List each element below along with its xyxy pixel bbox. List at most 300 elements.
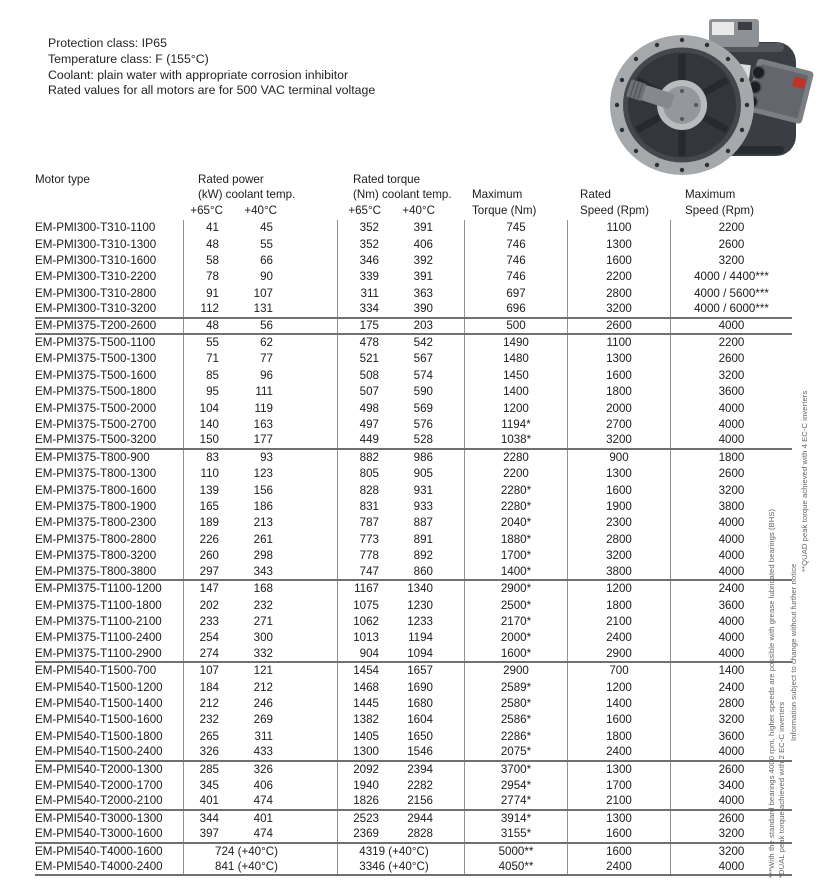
info-block <box>48 36 375 99</box>
power-spacer <box>283 548 337 564</box>
power-65-cell: 274 <box>183 647 233 661</box>
max-speed-cell: 2600 <box>670 811 792 827</box>
power-40-cell: 332 <box>253 646 273 660</box>
rated-speed-cell: 2700 <box>567 417 670 433</box>
torque-65-cell: 449 <box>337 433 389 447</box>
torque-spacer <box>441 565 464 579</box>
torque-spacer <box>441 778 464 794</box>
table-row <box>35 827 792 843</box>
torque-spacer <box>441 253 464 269</box>
torque-40-cell: 1094 <box>407 646 433 660</box>
motor-type-cell: EM-PMI540-T2000-1300 <box>35 762 163 776</box>
torque-65-cell: 1445 <box>337 696 389 712</box>
max-speed-cell: 4000 / 6000*** <box>670 302 792 316</box>
max-torque-cell: 1038* <box>464 433 567 447</box>
max-speed-cell: 4000 <box>670 532 792 548</box>
motor-type-cell: EM-PMI375-T800-1300 <box>35 467 157 481</box>
torque-40-cell: 363 <box>413 286 433 300</box>
torque-40-cell: 860 <box>413 564 433 578</box>
max-torque-cell: 1200 <box>464 401 567 417</box>
torque-65-cell: 2369 <box>337 827 389 841</box>
max-speed-header-line1: Maximum <box>685 188 736 202</box>
table-row <box>35 401 792 417</box>
torque-65-cell: 778 <box>337 548 389 564</box>
table-row <box>35 598 792 614</box>
motor-type-cell: EM-PMI375-T1100-2900 <box>35 646 162 660</box>
torque-spacer <box>441 598 464 614</box>
max-torque-cell: 696 <box>464 302 567 316</box>
max-torque-cell: 2586* <box>464 712 567 728</box>
power-spacer <box>283 827 337 841</box>
power-spacer <box>283 630 337 646</box>
motor-type-cell: EM-PMI300-T310-1600 <box>35 253 157 267</box>
rated-speed-cell: 2100 <box>567 794 670 808</box>
power-65-cell: 265 <box>183 729 233 745</box>
power-65-cell: 85 <box>183 368 233 384</box>
torque-40-cell: 406 <box>413 237 433 251</box>
torque-spacer <box>441 499 464 515</box>
table-row <box>35 433 792 449</box>
torque-40-cell: 390 <box>413 302 433 316</box>
max-torque-cell: 1450 <box>464 368 567 384</box>
torque-40-cell: 590 <box>413 385 433 399</box>
torque-spacer <box>441 401 464 417</box>
torque-65-cell: 1075 <box>337 598 389 614</box>
power-40-cell: 93 <box>260 450 273 464</box>
power-40-cell: 311 <box>254 729 273 743</box>
table-row <box>35 614 792 630</box>
motor-type-cell: EM-PMI375-T800-900 <box>35 450 150 464</box>
power-65-cell: 233 <box>183 614 233 630</box>
max-torque-cell: 746 <box>464 253 567 269</box>
table-row <box>35 729 792 745</box>
max-torque-cell: 3914* <box>464 811 567 827</box>
table-row <box>35 483 792 499</box>
torque-spacer <box>441 680 464 696</box>
rated-speed-cell: 1200 <box>567 581 670 597</box>
power-spacer <box>283 269 337 285</box>
power-spacer <box>283 499 337 515</box>
torque-spacer <box>441 827 464 841</box>
rated-speed-cell: 3800 <box>567 565 670 579</box>
rated-speed-cell: 700 <box>567 663 670 679</box>
torque-40-cell: 569 <box>413 401 433 415</box>
power-40-cell: 232 <box>253 598 273 612</box>
max-torque-cell: 2075* <box>464 745 567 759</box>
torque-65-cell: 339 <box>337 269 389 285</box>
max-torque-cell: 4050** <box>464 860 567 874</box>
max-torque-cell: 2200 <box>464 466 567 482</box>
power-65-cell: 401 <box>183 794 233 808</box>
torque-65-cell: 1013 <box>337 630 389 646</box>
power-65-cell: 41 <box>183 220 233 236</box>
power-65-cell: 91 <box>183 286 233 302</box>
rated-speed-cell: 1300 <box>567 351 670 367</box>
rated-speed-cell: 2400 <box>567 745 670 759</box>
power-40-cell: 107 <box>253 286 273 300</box>
table-row <box>35 417 792 433</box>
max-speed-cell: 3600 <box>670 729 792 745</box>
footnote-subject-to-change: Information subject to change without further notice <box>789 563 798 741</box>
power-spacer <box>283 663 337 679</box>
torque-spacer <box>441 237 464 253</box>
torque-40-cell: 1340 <box>407 582 433 596</box>
motor-type-cell: EM-PMI540-T1500-700 <box>35 664 157 678</box>
power-65-cell: 55 <box>183 335 233 351</box>
torque-65-cell: 508 <box>337 368 389 384</box>
motor-type-header: Motor type <box>35 173 90 186</box>
rated-speed-cell: 1200 <box>567 680 670 696</box>
motor-type-cell: EM-PMI375-T500-1600 <box>35 368 157 382</box>
power-spacer <box>283 450 337 466</box>
max-torque-cell: 2580* <box>464 696 567 712</box>
max-speed-cell: 4000 <box>670 319 792 333</box>
torque-spacer <box>441 417 464 433</box>
max-torque-cell: 2286* <box>464 729 567 745</box>
table-row <box>35 515 792 531</box>
motor-type-cell: EM-PMI540-T1500-1400 <box>35 696 163 710</box>
torque-spacer <box>441 614 464 630</box>
max-torque-cell: 2774* <box>464 794 567 808</box>
power-spacer <box>283 286 337 302</box>
motor-type-cell: EM-PMI540-T1500-1200 <box>35 680 163 694</box>
table-row <box>35 302 792 318</box>
max-speed-cell: 3200 <box>670 253 792 269</box>
max-torque-cell: 2900 <box>464 663 567 679</box>
power-40-cell: 111 <box>255 385 273 399</box>
max-torque-cell: 3700* <box>464 762 567 778</box>
rated-torque-header: Rated torque <box>353 173 421 186</box>
motor-type-cell: EM-PMI540-T1500-2400 <box>35 745 163 759</box>
max-torque-cell: 1400* <box>464 565 567 579</box>
motor-type-cell: EM-PMI375-T500-2700 <box>35 418 157 432</box>
power-65-cell: 165 <box>183 499 233 515</box>
torque-65-cell: 1454 <box>337 663 389 679</box>
power-spacer <box>283 466 337 482</box>
torque-65-cell: 334 <box>337 302 389 316</box>
power-spacer <box>283 581 337 597</box>
max-speed-cell: 2400 <box>670 581 792 597</box>
torque-65-cell: 1382 <box>337 712 389 728</box>
torque-spacer <box>441 630 464 646</box>
torque-65-cell: 346 <box>337 253 389 269</box>
rated-speed-cell: 2000 <box>567 401 670 417</box>
footnote-quad-torque: **QUAD peak torque achieved with 4 EC-C inverters <box>800 390 809 572</box>
torque-65-cell: 2092 <box>337 762 389 778</box>
motor-type-cell: EM-PMI375-T1100-1800 <box>35 598 162 612</box>
max-torque-cell: 2954* <box>464 778 567 794</box>
max-torque-cell: 1194* <box>464 417 567 433</box>
motor-type-cell: EM-PMI375-T1100-2100 <box>35 614 162 628</box>
table-row <box>35 548 792 564</box>
max-speed-cell: 3200 <box>670 844 792 860</box>
torque-spacer <box>441 335 464 351</box>
power-40-cell: 66 <box>260 253 273 267</box>
motor-type-cell: EM-PMI540-T4000-2400 <box>35 860 163 874</box>
power-spacer <box>283 302 337 316</box>
power-spacer <box>283 335 337 351</box>
power-40-cell: 474 <box>253 794 273 808</box>
rated-speed-cell: 3200 <box>567 302 670 316</box>
max-speed-cell: 4000 <box>670 614 792 630</box>
torque-40-cell: 203 <box>413 318 433 332</box>
power-65-cell: 397 <box>183 827 233 841</box>
power-65-cell: 48 <box>183 237 233 253</box>
motor-type-cell: EM-PMI300-T310-2200 <box>35 270 157 284</box>
torque-spacer <box>441 302 464 316</box>
table-row <box>35 237 792 253</box>
torque-spacer <box>441 466 464 482</box>
torque-65-cell: 1826 <box>337 794 389 808</box>
table-row <box>35 319 792 335</box>
torque-spacer <box>441 745 464 759</box>
torque-65-cell: 352 <box>337 220 389 236</box>
torque-40-cell: 542 <box>413 336 433 350</box>
max-speed-cell: 4000 <box>670 647 792 661</box>
torque-40-cell: 1657 <box>407 664 433 678</box>
torque-65-cell: 497 <box>337 417 389 433</box>
torque-spacer <box>441 220 464 236</box>
max-torque-header-line1: Maximum <box>472 188 523 202</box>
power-unit-header: (kW) coolant temp. <box>198 188 296 202</box>
motor-type-cell: EM-PMI300-T310-1100 <box>35 221 156 235</box>
table-row <box>35 253 792 269</box>
table-row <box>35 712 792 728</box>
torque-65-cell: 1300 <box>337 745 389 759</box>
max-torque-cell: 2500* <box>464 598 567 614</box>
motor-type-cell: EM-PMI375-T500-2000 <box>35 401 157 415</box>
power-65-cell: 147 <box>183 581 233 597</box>
torque-spacer <box>441 269 464 285</box>
table-row <box>35 811 792 827</box>
rated-speed-header-line2: Speed (Rpm) <box>580 203 649 217</box>
motor-type-cell: EM-PMI375-T1100-2400 <box>35 631 162 645</box>
rated-power-header: Rated power <box>198 173 264 186</box>
power-merged-cell: 724 (+40°C) <box>183 844 337 860</box>
torque-65-cell: 831 <box>337 499 389 515</box>
max-torque-cell: 697 <box>464 286 567 302</box>
power-65-cell: 232 <box>183 712 233 728</box>
power-40-cell: 90 <box>260 270 273 284</box>
power-spacer <box>283 647 337 661</box>
max-speed-cell: 1400 <box>670 663 792 679</box>
torque-spacer <box>441 286 464 302</box>
rated-speed-cell: 1400 <box>567 696 670 712</box>
power-40-cell: 298 <box>253 549 273 563</box>
power-spacer <box>283 712 337 728</box>
rated-speed-cell: 2900 <box>567 647 670 661</box>
table-row <box>35 565 792 581</box>
torque-spacer <box>441 450 464 466</box>
torque-spacer <box>441 729 464 745</box>
rated-speed-cell: 1100 <box>567 335 670 351</box>
power-spacer <box>283 253 337 269</box>
torque-spacer <box>441 811 464 827</box>
torque-spacer <box>441 581 464 597</box>
power-spacer <box>283 762 337 778</box>
torque-40-cell: 1194 <box>408 631 433 645</box>
table-row <box>35 286 792 302</box>
motor-type-cell: EM-PMI375-T200-2600 <box>35 318 157 332</box>
torque-40-cell: 1546 <box>407 745 433 759</box>
power-40-cell: 343 <box>253 564 273 578</box>
torque-65-cell: 773 <box>337 532 389 548</box>
rated-speed-cell: 1300 <box>567 811 670 827</box>
motor-type-cell: EM-PMI375-T800-3200 <box>35 549 157 563</box>
rated-speed-cell: 2400 <box>567 860 670 874</box>
torque-40-cell: 1604 <box>407 713 433 727</box>
motor-type-cell: EM-PMI375-T800-2800 <box>35 532 157 546</box>
torque-40-cell: 2394 <box>407 762 433 776</box>
power-40-cell: 261 <box>253 532 273 546</box>
max-speed-cell: 4000 <box>670 433 792 447</box>
table-row <box>35 384 792 400</box>
table-row <box>35 663 792 679</box>
power-65-cell: 58 <box>183 253 233 269</box>
footnote-bearings: ***With the standard bearings 4000 rpm, higher speeds are possible with grease lubricated bearings (BHS) <box>767 508 776 878</box>
power-spacer <box>283 515 337 531</box>
rated-speed-cell: 1600 <box>567 483 670 499</box>
power-40-cell: 300 <box>253 631 273 645</box>
power-spacer <box>283 433 337 447</box>
rated-speed-cell: 3200 <box>567 548 670 564</box>
table-row <box>35 466 792 482</box>
power-spacer <box>283 696 337 712</box>
motor-type-cell: EM-PMI300-T310-3200 <box>35 302 157 316</box>
power-spacer <box>283 680 337 696</box>
torque-65-cell: 1405 <box>337 729 389 745</box>
power-40-header: +40°C <box>244 203 277 217</box>
power-40-cell: 55 <box>260 237 273 251</box>
max-speed-cell: 2600 <box>670 351 792 367</box>
max-torque-header-line2: Torque (Nm) <box>472 203 537 217</box>
rated-speed-cell: 2300 <box>567 515 670 531</box>
power-40-cell: 121 <box>253 664 273 678</box>
rated-speed-cell: 1300 <box>567 466 670 482</box>
power-spacer <box>283 565 337 579</box>
torque-40-header: +40°C <box>402 203 435 217</box>
power-65-cell: 140 <box>183 417 233 433</box>
rated-speed-cell: 3200 <box>567 433 670 447</box>
power-40-cell: 123 <box>253 467 273 481</box>
power-40-cell: 168 <box>253 582 273 596</box>
max-speed-cell: 2400 <box>670 680 792 696</box>
electric-motor-photo <box>606 12 824 178</box>
power-65-cell: 345 <box>183 778 233 794</box>
power-65-cell: 48 <box>183 319 233 333</box>
motor-type-cell: EM-PMI375-T800-1600 <box>35 483 157 497</box>
table-row <box>35 335 792 351</box>
footnote-dual-torque: *DUAL peak torque achieved with 2 EC-C inverters <box>777 701 786 878</box>
table-row <box>35 680 792 696</box>
table-row <box>35 581 792 597</box>
torque-spacer <box>441 548 464 564</box>
max-torque-cell: 5000** <box>464 844 567 860</box>
torque-40-cell: 1233 <box>407 614 433 628</box>
torque-spacer <box>441 696 464 712</box>
motor-type-cell: EM-PMI375-T500-3200 <box>35 433 157 447</box>
max-torque-cell: 2280 <box>464 450 567 466</box>
torque-65-cell: 1167 <box>337 581 389 597</box>
rated-speed-cell: 2200 <box>567 269 670 285</box>
max-torque-cell: 746 <box>464 269 567 285</box>
max-torque-cell: 2000* <box>464 630 567 646</box>
power-65-cell: 202 <box>183 598 233 614</box>
table-row <box>35 762 792 778</box>
torque-65-cell: 805 <box>337 466 389 482</box>
power-spacer <box>283 745 337 759</box>
torque-65-cell: 2523 <box>337 811 389 827</box>
power-spacer <box>283 614 337 630</box>
power-40-cell: 213 <box>253 516 273 530</box>
table-body <box>35 220 792 876</box>
motor-type-cell: EM-PMI300-T310-1300 <box>35 237 157 251</box>
max-torque-cell: 1600* <box>464 647 567 661</box>
max-speed-cell: 4000 <box>670 630 792 646</box>
table-row <box>35 630 792 646</box>
table-row <box>35 269 792 285</box>
rated-speed-cell: 2100 <box>567 614 670 630</box>
max-speed-cell: 3200 <box>670 368 792 384</box>
torque-spacer <box>441 712 464 728</box>
power-65-cell: 212 <box>183 696 233 712</box>
power-65-cell: 95 <box>183 384 233 400</box>
torque-merged-cell: 3346 (+40°C) <box>337 860 464 874</box>
power-65-cell: 260 <box>183 548 233 564</box>
torque-spacer <box>441 515 464 531</box>
table-row <box>35 844 792 860</box>
torque-40-cell: 392 <box>413 253 433 267</box>
torque-40-cell: 892 <box>413 549 433 563</box>
max-speed-cell: 2200 <box>670 220 792 236</box>
max-speed-cell: 4000 <box>670 794 792 808</box>
power-spacer <box>283 811 337 827</box>
power-65-cell: 226 <box>183 532 233 548</box>
power-65-cell: 184 <box>183 680 233 696</box>
power-65-cell: 285 <box>183 762 233 778</box>
power-65-cell: 104 <box>183 401 233 417</box>
motor-type-cell: EM-PMI540-T1500-1800 <box>35 729 163 743</box>
power-40-cell: 131 <box>253 302 273 316</box>
power-40-cell: 401 <box>253 811 273 825</box>
power-40-cell: 45 <box>260 221 273 235</box>
power-40-cell: 433 <box>253 745 273 759</box>
torque-spacer <box>441 351 464 367</box>
table-row <box>35 778 792 794</box>
power-65-cell: 112 <box>183 302 233 316</box>
table-row <box>35 220 792 236</box>
power-65-cell: 107 <box>183 663 233 679</box>
max-speed-cell: 3600 <box>670 384 792 400</box>
max-speed-cell: 4000 / 4400*** <box>670 269 792 285</box>
rated-speed-cell: 1800 <box>567 729 670 745</box>
torque-40-cell: 1690 <box>407 680 433 694</box>
max-torque-cell: 2040* <box>464 515 567 531</box>
torque-spacer <box>441 319 464 333</box>
torque-spacer <box>441 384 464 400</box>
spec-table <box>35 172 792 876</box>
torque-65-cell: 882 <box>337 450 389 466</box>
torque-40-cell: 905 <box>413 467 433 481</box>
rated-speed-cell: 1600 <box>567 368 670 384</box>
torque-40-cell: 574 <box>413 368 433 382</box>
power-spacer <box>283 598 337 614</box>
power-spacer <box>283 532 337 548</box>
rated-speed-cell: 1900 <box>567 499 670 515</box>
power-65-cell: 326 <box>183 745 233 759</box>
motor-type-cell: EM-PMI375-T1100-1200 <box>35 582 162 596</box>
table-row <box>35 351 792 367</box>
